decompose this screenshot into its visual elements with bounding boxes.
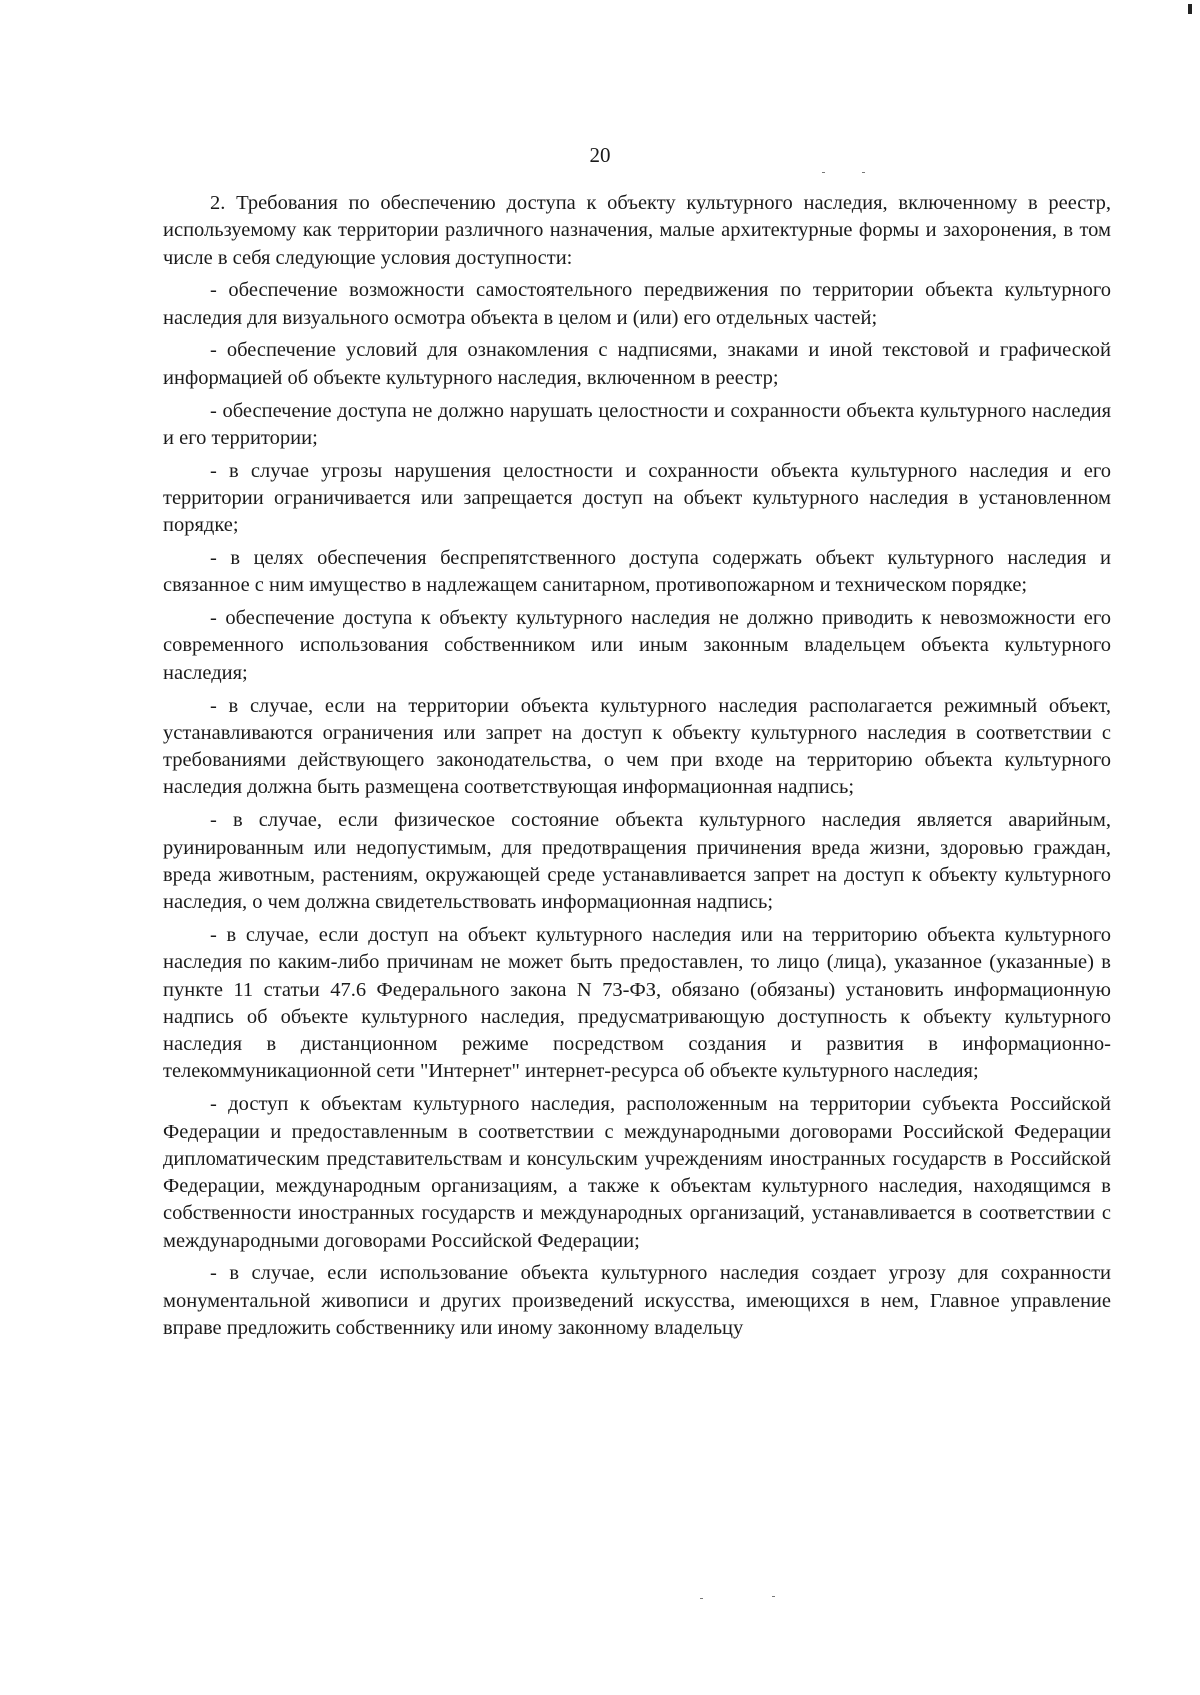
paragraph: - обеспечение возможности самостоятельного передвижения по территории объекта культурного наследия для визуального осмотра объекта в целом и (или) его отдельных частей; [163,279,1111,329]
paragraph: - в случае, если на территории объекта культурного наследия располагается режимный объект, устанавливаются ограничения или запрет на доступ к объекту культурного наследия в соответствии с требованиями действующего законодательства, о чем при входе на территорию объекта культурного наследия должна быть размещена соответствующая информационная надпись; [163,694,1111,799]
scan-speck [700,1598,703,1599]
paragraph: - обеспечение доступа к объекту культурного наследия не должно приводить к невозможности его современного использования собственником или иным законным владельцем объекта культурного наследия; [163,607,1111,684]
document-body [163,190,1111,1348]
scan-speck [862,172,865,173]
paragraph: - доступ к объектам культурного наследия, расположенным на территории субъекта Российской Федерации и предоставленным в соответствии с международными договорами Российской Федерации дипломатическим представительствам и консульским учреждениям иностранных государств в Российской Федерации, международным организациям, а также к объектам культурного наследия, находящимся в собственности иностранных государств и международных организаций, устанавливается в соответствии с международными договорами Российской Федерации; [163,1093,1111,1252]
page-number: 20 [589,143,611,167]
paragraph: - в случае, если использование объекта культурного наследия создает угрозу для сохранности монументальной живописи и других произведений искусства, имеющихся в нем, Главное управление вправе предложить собственнику или иному законному владельцу [163,1262,1111,1340]
scan-speck [772,1596,775,1597]
paragraph: - в случае, если доступ на объект культурного наследия или на территорию объекта культурного наследия по каким-либо причинам не может быть предоставлен, то лицо (лица), указанное (указанные) в пункте 11 статьи 47.6 Федерального закона N 73-ФЗ, обязано (обязаны) установить информационную надпись об объекте культурного наследия, предусматривающую доступность к объекту культурного наследия в дистанционном режиме посредством создания и развития в информационно-телекоммуникационной сети "Интернет" интернет-ресурса об объекте культурного наследия; [163,923,1111,1083]
paragraph: 2. Требования по обеспечению доступа к объекту культурного наследия, включенному в реестр, используемому как территории различного назначения, малые архитектурные формы и захоронения, в том числе в себя следующие условия доступности: [163,192,1111,269]
paragraph: - в случае угрозы нарушения целостности и сохранности объекта культурного наследия и его территории ограничивается или запрещается доступ на объект культурного наследия в установленном порядке; [163,459,1111,537]
paragraph: - обеспечение условий для ознакомления с надписями, знаками и иной текстовой и графической информацией об объекте культурного наследия, включенном в реестр; [163,339,1111,389]
paragraph: - в целях обеспечения беспрепятственного доступа содержать объект культурного наследия и связанное с ним имущество в надлежащем санитарном, противопожарном и техническом порядке; [163,547,1111,597]
scan-artifact [1188,4,1192,14]
paragraph: - в случае, если физическое состояние объекта культурного наследия является аварийным, руинированным или недопустимым, для предотвращения причинения вреда жизни, здоровью граждан, вреда животным, растениям, окружающей среде устанавливается запрет на доступ к объекту культурного наследия, о чем должна свидетельствовать информационная надпись; [163,809,1111,914]
scan-speck [822,172,825,173]
paragraph: - обеспечение доступа не должно нарушать целостности и сохранности объекта культурного наследия и его территории; [163,399,1111,449]
